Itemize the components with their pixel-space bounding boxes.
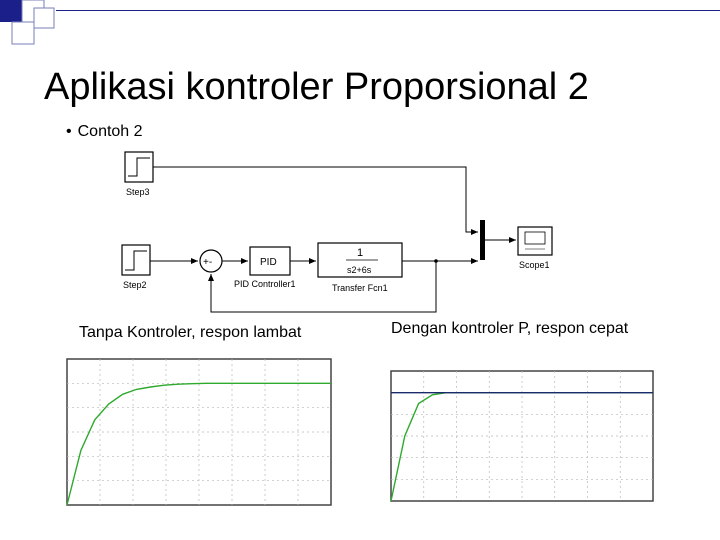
step2-label: Step2 <box>123 280 147 290</box>
bullet-dot: • <box>66 123 72 140</box>
step3-label: Step3 <box>126 187 150 197</box>
sum-signs: +- <box>203 257 213 268</box>
step3-block[interactable] <box>125 152 153 182</box>
mux-block[interactable] <box>480 220 485 260</box>
pid-label: PID Controller1 <box>234 279 296 289</box>
tf-denominator: s2+6s <box>347 265 372 275</box>
pid-text: PID <box>260 257 277 268</box>
slide-title: Aplikasi kontroler Proporsional 2 <box>44 66 589 108</box>
tf-label: Transfer Fcn1 <box>332 283 388 293</box>
response-plot-left <box>64 356 334 508</box>
bullet-text: Contoh 2 <box>77 123 143 140</box>
caption-left: Tanpa Kontroler, respon lambat <box>79 324 302 341</box>
scope-label: Scope1 <box>519 260 550 270</box>
caption-right: Dengan kontroler P, respon cepat <box>391 320 629 337</box>
step2-block[interactable] <box>122 245 150 275</box>
tf-numerator: 1 <box>357 247 364 259</box>
wire-step3-mux <box>153 167 478 232</box>
response-plot-right <box>388 368 656 504</box>
scope-block[interactable] <box>518 227 552 255</box>
